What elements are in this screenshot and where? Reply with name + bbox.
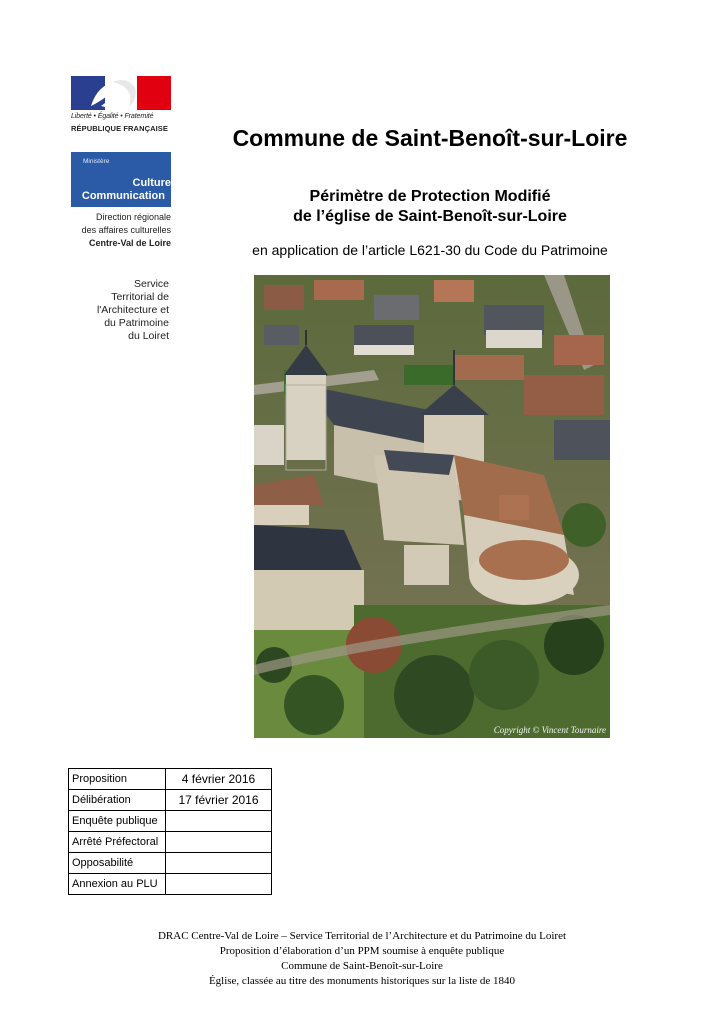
republique-motto: Liberté • Égalité • Fraternité [71,113,154,120]
status-value: 17 février 2016 [166,790,272,811]
drac-line-3: Centre-Val de Loire [88,238,171,248]
marianne-icon [71,76,171,110]
application-note: en application de l’article L621-30 du Code du Patrimoine [252,242,608,258]
service-line-2: Territorial de [111,291,169,303]
footer-line-4: Église, classée au titre des monuments historiques sur la liste de 1840 [208,975,516,987]
service-label [71,278,169,343]
subtitle-line-1: Périmètre de Protection Modifié [309,188,551,205]
table-row [69,874,272,895]
tricolor-flag-icon [71,76,171,110]
status-label: Proposition [69,769,166,790]
footer-line-1: DRAC Centre-Val de Loire – Service Territorial de l’Architecture et du Patrimoine du Loiret [157,930,567,942]
ministere-communication-label: Communication [81,190,165,202]
service-line-1: Service [133,278,169,290]
ministere-label: Ministère [83,158,110,165]
subtitle-line-2: de l’église de Saint-Benoît-sur-Loire [293,208,567,225]
page-title: Commune de Saint-Benoît-sur-Loire [232,125,628,151]
status-value [166,832,272,853]
page-footer [40,929,684,989]
ministere-culture-logo [71,152,171,207]
status-label: Arrêté Préfectoral [69,832,166,853]
drac-label [71,211,171,250]
table-row [69,769,272,790]
table-row [69,832,272,853]
status-label: Annexion au PLU [69,874,166,895]
republique-francaise-logo [71,76,171,138]
status-value [166,811,272,832]
table-row [69,853,272,874]
status-label: Délibération [69,790,166,811]
photo-credit: Copyright © Vincent Tournaire [493,725,606,735]
procedure-status-table [68,768,272,895]
republique-name: RÉPUBLIQUE FRANÇAISE [71,124,169,133]
status-label: Enquête publique [69,811,166,832]
footer-line-3: Commune de Saint-Benoît-sur-Loire [281,960,443,972]
status-value [166,853,272,874]
status-value [166,874,272,895]
drac-line-2: des affaires culturelles [81,225,171,235]
ministere-culture-label: Culture [132,177,171,189]
footer-line-2: Proposition d’élaboration d’un PPM soumise à enquête publique [219,945,505,957]
status-label: Opposabilité [69,853,166,874]
service-line-4: du Patrimoine [104,317,169,329]
subtitle [190,187,670,227]
drac-line-1: Direction régionale [95,212,171,222]
abbey-aerial-photo [254,275,610,738]
service-line-3: l'Architecture et [96,304,169,316]
service-line-5: du Loiret [128,330,169,342]
table-row [69,811,272,832]
table-row [69,790,272,811]
status-value: 4 février 2016 [166,769,272,790]
